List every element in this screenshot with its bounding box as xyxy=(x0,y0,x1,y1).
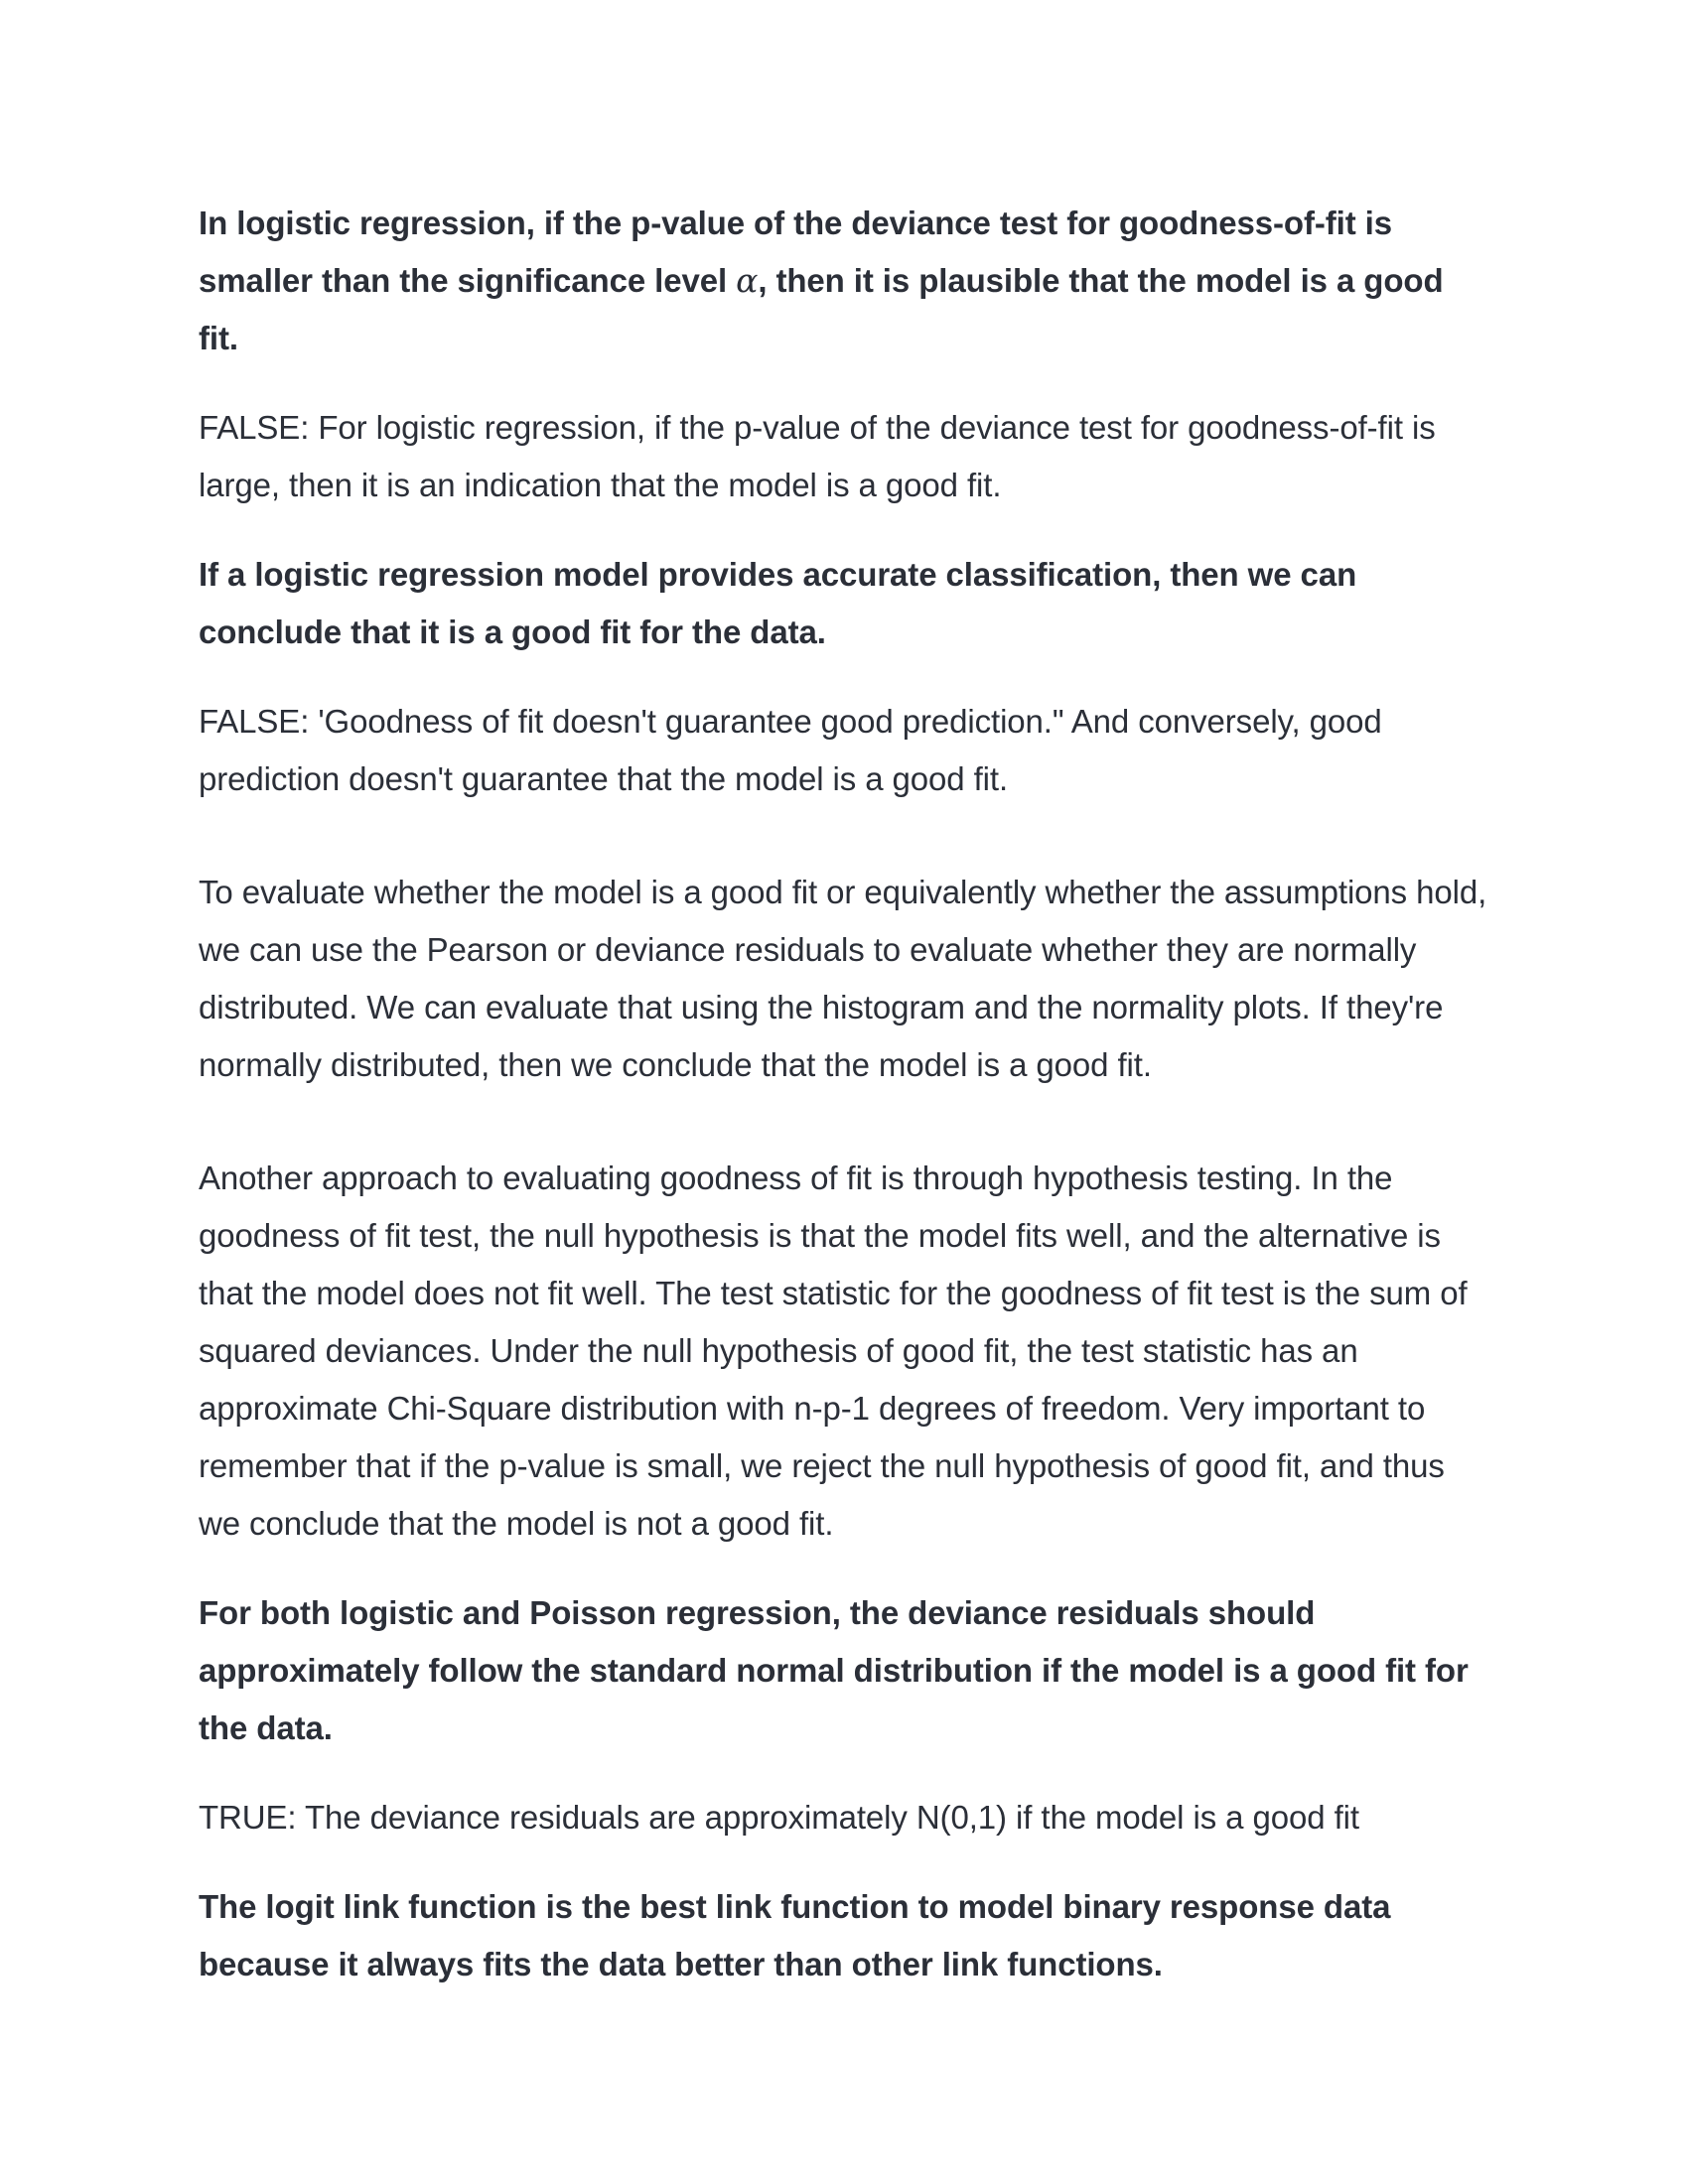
question-deviance-pvalue xyxy=(199,195,1489,367)
alpha-symbol: α xyxy=(736,261,759,300)
paragraph-hypothesis-testing: Another approach to evaluating goodness of fit is through hypothesis testing. In the goodness of fit test, the null hypothesis is that the model fits well, and the alternative is that the model does not fit well. The test statistic for the goodness of fit test is the sum of squared deviances. Under the null hypothesis of good fit, the test statistic has an approximate Chi-Square distribution with n-p-1 degrees of freedom. Very important to remember that if the p-value is small, we reject the null hypothesis of good fit, and thus we conclude that the model is not a good fit. xyxy=(199,1160,1468,1542)
question-deviance-pvalue-text-end: , then it is plausible that the model is a good fit. xyxy=(199,262,1444,356)
answer-accurate-classification: FALSE: 'Goodness of fit doesn't guarantee good prediction." And conversely, good prediction doesn't guarantee that the model is a good fit. xyxy=(199,703,1382,797)
question-deviance-pvalue-text-start: In logistic regression, if the p-value of the deviance test for goodness-of-fit is smaller than the significance level xyxy=(199,205,1392,299)
answer-deviance-pvalue: FALSE: For logistic regression, if the p-value of the deviance test for goodness-of-fit is large, then it is an indication that the model is a good fit. xyxy=(199,409,1436,503)
question-deviance-residuals-normal: For both logistic and Poisson regression, the deviance residuals should approximately follow the standard normal distribution if the model is a good fit for the data. xyxy=(199,1594,1469,1746)
question-accurate-classification: If a logistic regression model provides accurate classification, then we can conclude that it is a good fit for the data. xyxy=(199,556,1357,650)
question-logit-link: The logit link function is the best link function to model binary response data because it always fits the data better than other link functions. xyxy=(199,1888,1391,1982)
paragraph-residuals-evaluation: To evaluate whether the model is a good fit or equivalently whether the assumptions hold, we can use the Pearson or deviance residuals to evaluate whether they are normally distributed. We can evaluate that using the histogram and the normality plots. If they're normally distributed, then we conclude that the model is a good fit. xyxy=(199,874,1487,1083)
answer-deviance-residuals-normal: TRUE: The deviance residuals are approximately N(0,1) if the model is a good fit xyxy=(199,1799,1359,1836)
document-page xyxy=(199,195,1489,1993)
